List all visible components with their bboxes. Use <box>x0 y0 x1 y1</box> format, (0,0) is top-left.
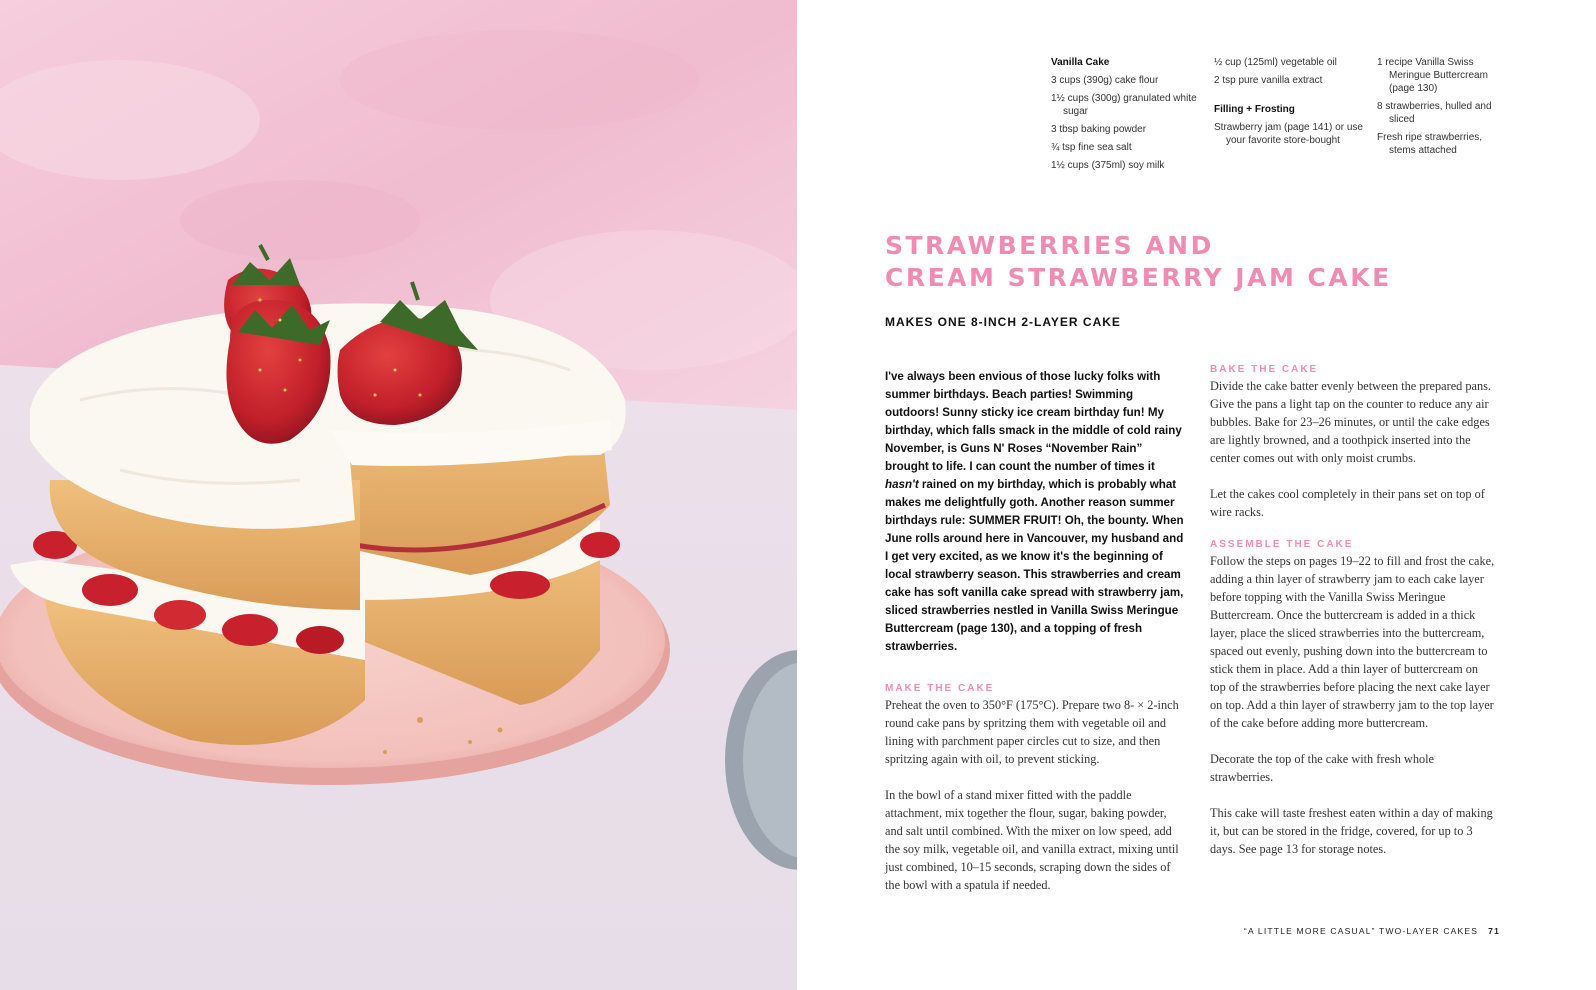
make-the-cake-section <box>885 683 1185 912</box>
cake-photo <box>0 0 797 990</box>
ingredient-item: Strawberry jam (page 141) or use your favorite store-bought <box>1214 122 1363 146</box>
page-footer <box>1244 926 1500 936</box>
ingredient-item: Fresh ripe strawberries, stems attached <box>1377 132 1483 156</box>
paragraph: In the bowl of a stand mixer fitted with the paddle attachment, mix together the flour, sugar, baking powder, and salt until combined. With the mixer on low speed, add the soy milk, vegetable oil, and vanilla extract, mixing until just combined, 10–15 seconds, scraping down the sides of the bowl with a spatula if needed. <box>885 788 1179 892</box>
paragraph: Decorate the top of the cake with fresh whole strawberries. <box>1210 752 1434 784</box>
ingredient-item: 1 recipe Vanilla Swiss Meringue Buttercream (page 130) <box>1377 57 1488 94</box>
ingredients-subheading: Filling + Frosting <box>1214 104 1295 115</box>
recipe-intro <box>885 368 1185 656</box>
ingredient-item: 1½ cups (375ml) soy milk <box>1051 160 1165 171</box>
recipe-title <box>885 230 1392 294</box>
method-column-right <box>1210 364 1495 876</box>
bake-the-cake-section <box>1210 364 1495 521</box>
recipe-page <box>797 0 1596 990</box>
ingredients-column-3 <box>1377 56 1507 162</box>
ingredients-heading: Vanilla Cake <box>1051 57 1110 68</box>
ingredients-column-2 <box>1214 56 1369 152</box>
paragraph: Preheat the oven to 350°F (175°C). Prepare two 8- × 2-inch round cake pans by spritzing them with vegetable oil and lining with parchment paper circles cut to size, and then spritzing again with oil, to prevent sticking. <box>885 698 1179 766</box>
assemble-the-cake-section <box>1210 539 1495 858</box>
ingredient-item: 3 cups (390g) cake flour <box>1051 75 1159 86</box>
intro-text-2: rained on my birthday, which is probably what makes me delightfully goth. Another reason summer birthdays rule: SUMMER FRUIT! Oh, the bounty. When June rolls around here in Vancouver, my husband and I get very excited, as we know it's the beginning of local strawberry season. This strawberries and cream cake has soft vanilla cake spread with strawberry jam, sliced strawberries nestled in Vanilla Swiss Meringue Buttercream (page 130), and a topping of fresh strawberries. <box>885 478 1184 653</box>
section-heading: BAKE THE CAKE <box>1210 364 1319 375</box>
intro-text-1: I've always been envious of those lucky folks with summer birthdays. Beach parties! Swimming outdoors! Sunny sticky ice cream birthday fun! My birthday, which falls smack in the middle of cold rainy November, is Guns N' Roses “November Rain” brought to life. I can count the number of times it <box>885 370 1182 473</box>
paragraph: Follow the steps on pages 19–22 to fill and frost the cake, adding a thin layer of strawberry jam to each cake layer before topping with the Vanilla Swiss Meringue Buttercream. Once the buttercream is added in a thick layer, place the sliced strawberries into the buttercream, spaced out evenly, pushing down into the buttercream to stick them in place. Add a thin layer of buttercream on top of the strawberries before placing the next cake layer on top. Add a thin layer of strawberry jam to the top layer of the cake before adding more buttercream. <box>1210 554 1495 730</box>
ingredient-item: 3 tbsp baking powder <box>1051 124 1147 135</box>
paragraph: This cake will taste freshest eaten within a day of making it, but can be stored in the fridge, covered, for up to 3 days. See page 13 for storage notes. <box>1210 806 1493 856</box>
intro-emphasis: hasn't <box>885 478 919 491</box>
recipe-title-line-1: STRAWBERRIES AND <box>885 231 1214 260</box>
section-body <box>1210 377 1495 521</box>
paragraph: Let the cakes cool completely in their pans set on top of wire racks. <box>1210 487 1485 519</box>
paragraph: Divide the cake batter evenly between the prepared pans. Give the pans a light tap on the counter to reduce any air bubbles. Bake for 23–26 minutes, or until the cake edges are lightly browned, and a toothpick inserted into the center comes out with only moist crumbs. <box>1210 379 1491 465</box>
ingredient-item: 1½ cups (300g) granulated white sugar <box>1051 93 1197 117</box>
ingredient-item: 2 tsp pure vanilla extract <box>1214 75 1323 86</box>
ingredient-item: ¾ tsp fine sea salt <box>1051 142 1132 153</box>
section-heading: MAKE THE CAKE <box>885 683 995 694</box>
running-footer-section: “A LITTLE MORE CASUAL” TWO-LAYER CAKES <box>1243 926 1479 936</box>
recipe-title-line-2: CREAM STRAWBERRY JAM CAKE <box>885 263 1392 292</box>
section-heading: ASSEMBLE THE CAKE <box>1210 539 1354 550</box>
section-body <box>1210 552 1495 858</box>
ingredient-item: 8 strawberries, hulled and sliced <box>1377 101 1492 125</box>
recipe-yield: MAKES ONE 8-INCH 2-LAYER CAKE <box>885 315 1121 329</box>
section-body <box>885 696 1185 894</box>
ingredient-item: ½ cup (125ml) vegetable oil <box>1214 57 1337 68</box>
page-number: 71 <box>1488 926 1500 936</box>
ingredients-column-1 <box>1051 56 1206 177</box>
